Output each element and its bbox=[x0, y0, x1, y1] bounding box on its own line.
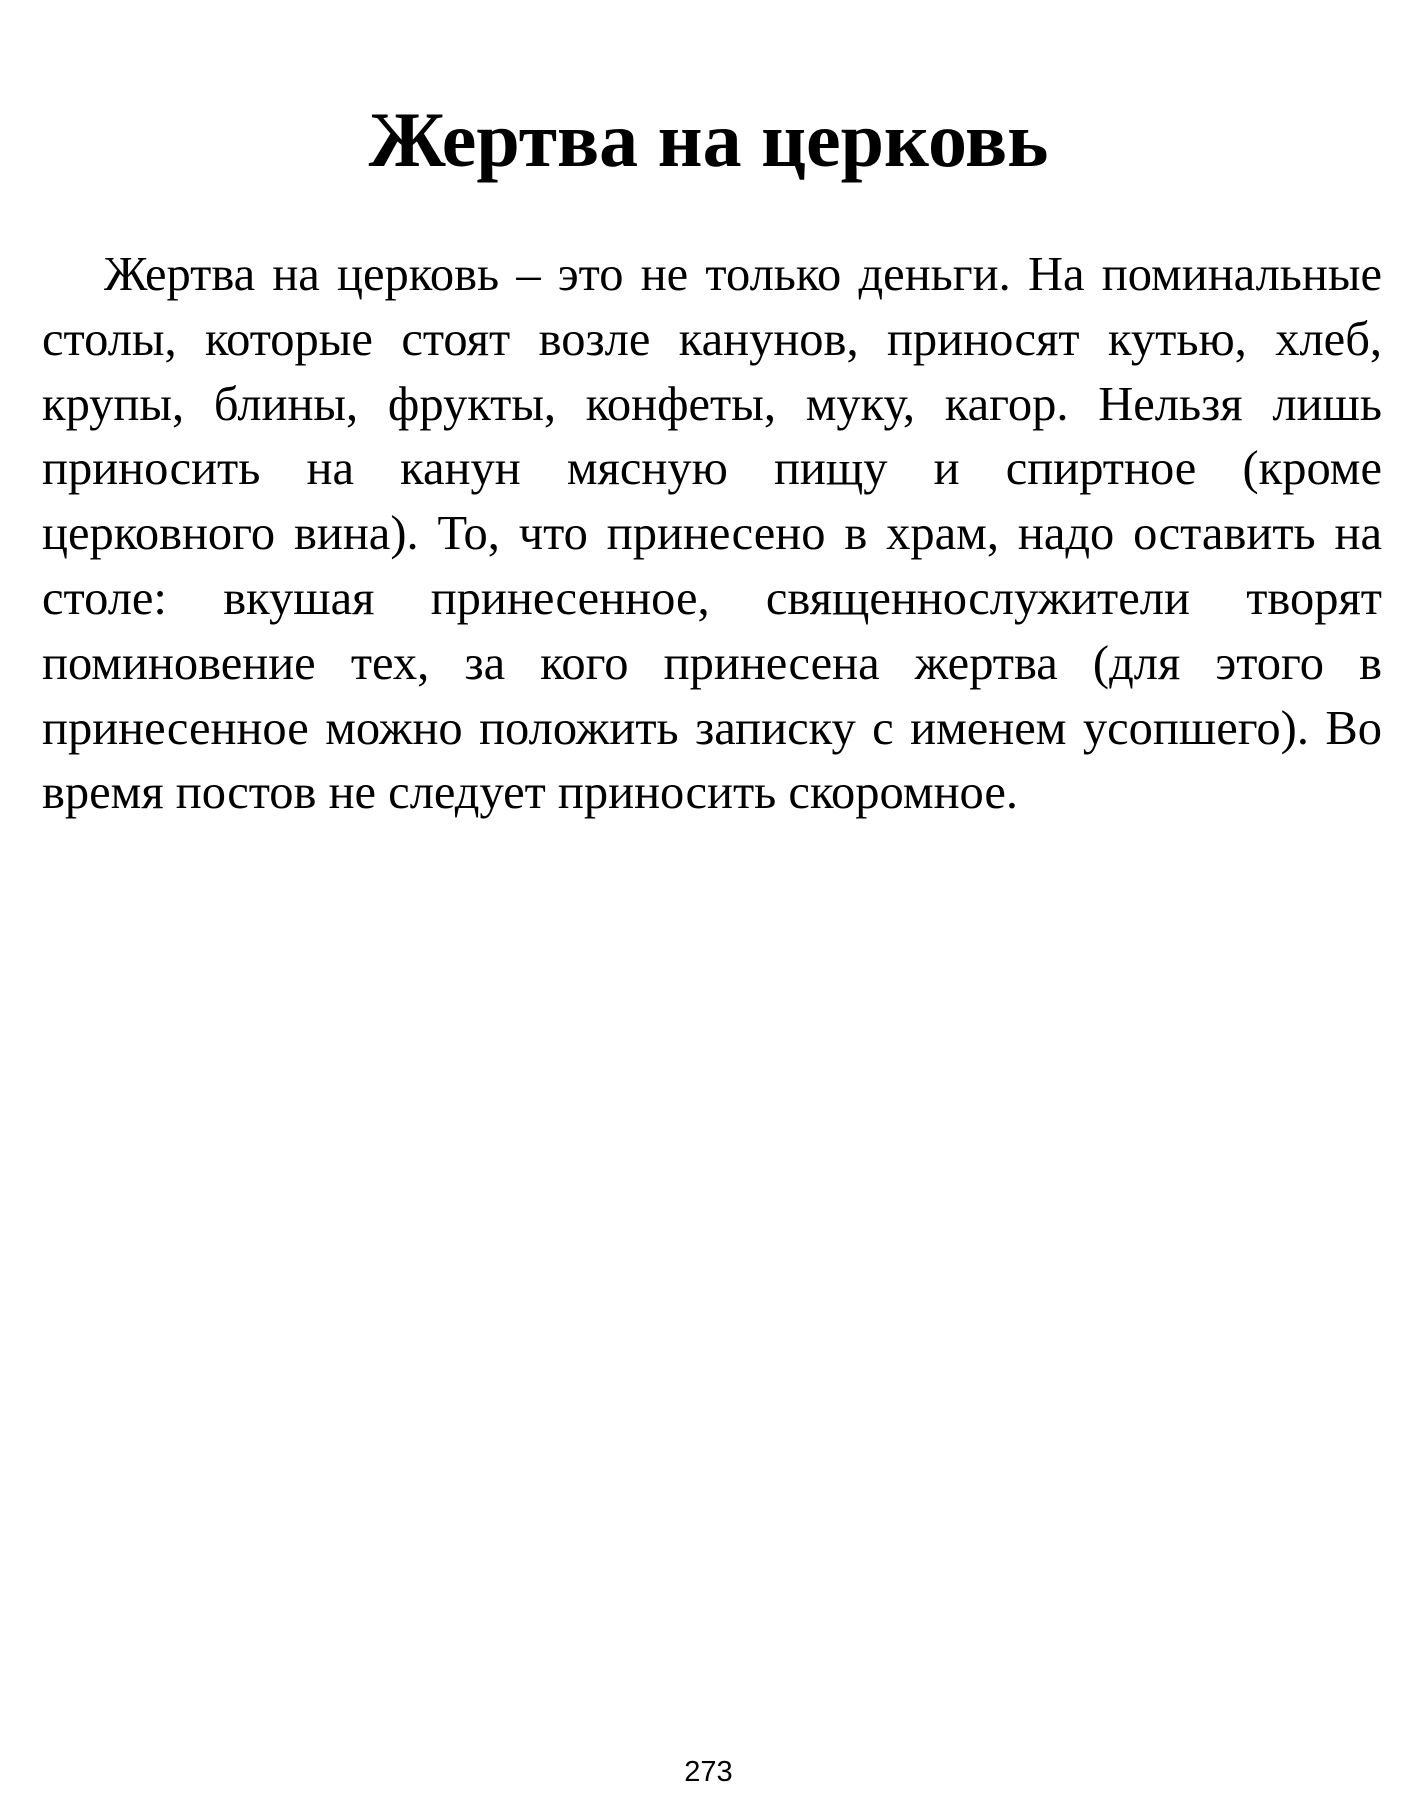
page-title: Жертва на церковь bbox=[368, 96, 1049, 183]
page-number: 273 bbox=[684, 1756, 733, 1788]
body-paragraph: Жертва на церковь – это не только деньги. На поминальные столы, которые стоят возле канунов, приносят кутью, хлеб, крупы, блины, фрукты, конфеты, муку, кагор. Нельзя лишь приносить на канун мясную пищу и спиртное (кроме церковного вина). То, что принесено в храм, надо оставить на столе: вкушая принесенное, священнослужители творят поминовение тех, за кого принесена жертва (для этого в принесенное можно положить записку с именем усопшего). Во время постов не следует приносить скоромное. bbox=[42, 248, 1382, 820]
